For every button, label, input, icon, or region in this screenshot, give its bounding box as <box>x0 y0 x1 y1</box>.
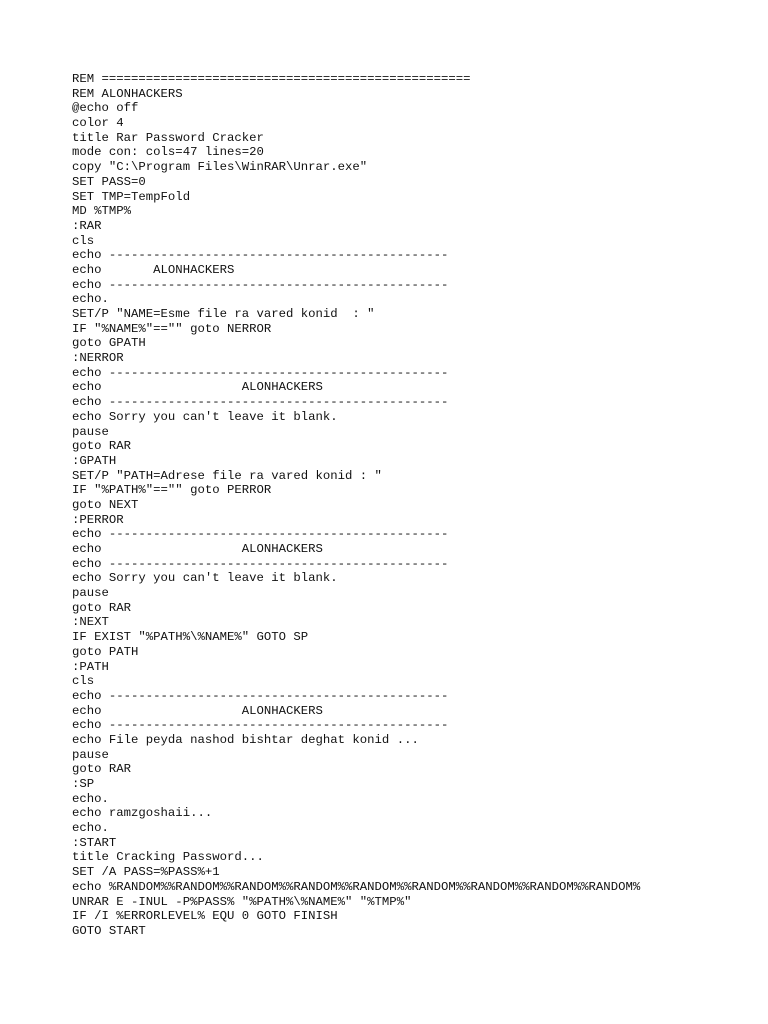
code-line: :NERROR <box>72 351 124 366</box>
code-line: :PATH <box>72 659 109 674</box>
code-line: echo. <box>72 821 109 836</box>
code-line: cls <box>72 674 95 689</box>
code-line: echo ---------------------------------------------- <box>72 556 449 571</box>
code-line: SET/P "NAME=Esme file ra vared konid : " <box>72 307 375 321</box>
code-line: IF EXIST "%PATH%\%NAME%" GOTO SP <box>72 630 309 645</box>
batch-script-listing <box>72 72 640 939</box>
code-line: SET/P "PATH=Adrese file ra vared konid : " <box>72 468 382 483</box>
code-line: :START <box>72 835 117 850</box>
code-line: echo ---------------------------------------------- <box>72 395 449 410</box>
code-line: echo Sorry you can't leave it blank. <box>72 409 338 424</box>
code-line: echo ALONHACKERS <box>72 262 235 277</box>
code-line: echo ---------------------------------------------- <box>72 365 449 380</box>
code-line: GOTO START <box>72 923 146 938</box>
code-line: echo ALONHACKERS <box>72 703 323 718</box>
code-line: title Cracking Password... <box>72 850 264 865</box>
code-line: @echo off <box>72 101 139 116</box>
code-line: copy "C:\Program Files\WinRAR\Unrar.exe" <box>72 160 368 175</box>
code-line: title Rar Password Cracker <box>72 130 264 145</box>
code-line: goto RAR <box>72 600 132 615</box>
code-line: :PERROR <box>72 512 124 527</box>
code-line: :NEXT <box>72 615 109 630</box>
code-line: SET TMP=TempFold <box>72 189 191 204</box>
code-line: goto PATH <box>72 644 139 659</box>
code-line: goto GPATH <box>72 336 146 351</box>
code-line: UNRAR E -INUL -P%PASS% "%PATH%\%NAME%" "%TMP%" <box>72 894 412 909</box>
code-line: echo ramzgoshaii... <box>72 806 213 821</box>
code-line: IF /I %ERRORLEVEL% EQU 0 GOTO FINISH <box>72 909 338 924</box>
code-line: echo ALONHACKERS <box>72 380 323 395</box>
code-line: REM ALONHACKERS <box>72 86 183 101</box>
code-line: SET PASS=0 <box>72 174 146 189</box>
code-line: REM ================================================== <box>72 72 471 86</box>
code-line: goto RAR <box>72 439 132 454</box>
code-line: :RAR <box>72 218 102 233</box>
code-line: echo ALONHACKERS <box>72 542 323 556</box>
code-line: echo ---------------------------------------------- <box>72 688 449 703</box>
code-line: echo. <box>72 791 109 806</box>
code-line: cls <box>72 233 95 248</box>
code-line: :GPATH <box>72 453 117 468</box>
code-line: echo. <box>72 292 109 307</box>
code-line: SET /A PASS=%PASS%+1 <box>72 865 220 880</box>
code-line: echo ---------------------------------------------- <box>72 248 449 263</box>
code-line: color 4 <box>72 116 124 131</box>
code-line: goto RAR <box>72 762 132 777</box>
code-line: IF "%PATH%"=="" goto PERROR <box>72 483 272 498</box>
code-line: echo ---------------------------------------------- <box>72 527 449 542</box>
code-line: mode con: cols=47 lines=20 <box>72 145 264 160</box>
code-line: echo File peyda nashod bishtar deghat konid ... <box>72 732 419 747</box>
code-line: pause <box>72 747 109 762</box>
code-line: IF "%NAME%"=="" goto NERROR <box>72 321 272 336</box>
code-line: MD %TMP% <box>72 204 132 219</box>
code-line: pause <box>72 586 109 601</box>
code-line: echo ---------------------------------------------- <box>72 718 449 733</box>
code-line: echo Sorry you can't leave it blank. <box>72 571 338 586</box>
code-line: echo ---------------------------------------------- <box>72 277 449 292</box>
code-line: :SP <box>72 777 95 791</box>
code-line: goto NEXT <box>72 497 139 512</box>
code-line: echo %RANDOM%%RANDOM%%RANDOM%%RANDOM%%RANDOM%%RANDOM%%RANDOM%%RANDOM%%RANDOM% <box>72 879 641 894</box>
code-line: pause <box>72 424 109 439</box>
